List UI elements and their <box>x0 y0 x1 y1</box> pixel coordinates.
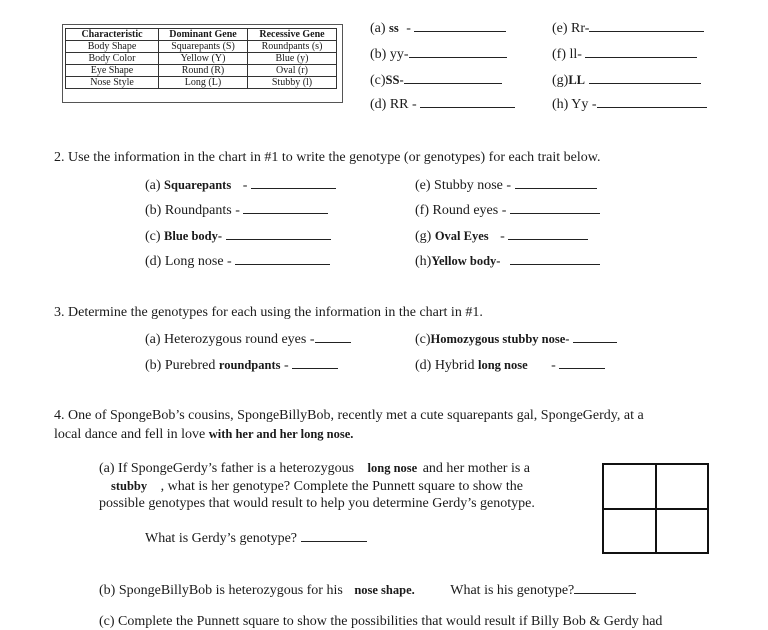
q2-e-label: (e) Stubby nose - <box>415 178 512 193</box>
q4a-question <box>145 530 367 547</box>
q1-b-label: (b) yy- <box>370 47 409 62</box>
q2-c-trait: Blue body- <box>164 229 223 243</box>
q3-item-b <box>145 357 338 374</box>
q2-g-dash: - <box>500 229 505 244</box>
q2-a-dash: - <box>242 178 248 193</box>
answer-blank[interactable] <box>292 357 338 369</box>
answer-blank[interactable] <box>409 46 507 58</box>
table-header: Recessive Gene <box>248 29 337 41</box>
q2-item-g <box>415 228 588 245</box>
q1-a-genotype: ss <box>389 21 399 35</box>
table-header: Characteristic <box>66 29 159 41</box>
q2-item-h <box>415 253 600 270</box>
q2-b-label: (b) Roundpants - <box>145 203 240 218</box>
answer-blank[interactable] <box>589 20 704 32</box>
answer-blank[interactable] <box>251 177 336 189</box>
table-cell: Round (R) <box>159 65 248 77</box>
q1-c-label: (c) <box>370 73 386 88</box>
q4a-bold1: long nose <box>367 461 418 475</box>
table-cell: Long (L) <box>159 77 248 89</box>
q2-item-f <box>415 202 600 219</box>
q3-b-trait: roundpants <box>218 358 281 372</box>
answer-blank[interactable] <box>315 331 351 343</box>
answer-blank[interactable] <box>510 253 600 265</box>
q4c-line: (c) Complete the Punnett square to show the possibilities that would result if Billy Bob & Gerdy had <box>99 614 663 629</box>
q4a-line1 <box>99 460 530 477</box>
answer-blank[interactable] <box>420 96 515 108</box>
q2-item-e <box>415 177 597 194</box>
answer-blank[interactable] <box>589 72 701 84</box>
q3-b-label: (b) Purebred <box>145 358 216 373</box>
q1-item-b <box>370 46 507 63</box>
answer-blank[interactable] <box>404 72 502 84</box>
q2-c-label: (c) <box>145 229 161 244</box>
punnett-square[interactable] <box>602 463 709 554</box>
answer-blank[interactable] <box>414 20 506 32</box>
q1-item-d <box>370 96 515 113</box>
table-header: Dominant Gene <box>159 29 248 41</box>
q3-b-dash: - <box>283 358 289 373</box>
answer-blank[interactable] <box>574 582 636 594</box>
q3-prompt: 3. Determine the genotypes for each using the information in the chart in #1. <box>54 305 483 320</box>
q4b-line <box>99 582 636 599</box>
punnett-divider-horizontal <box>604 508 707 510</box>
q1-item-h <box>552 96 707 113</box>
q1-e-label: (e) Rr- <box>552 21 590 36</box>
table-cell: Eye Shape <box>66 65 159 77</box>
table-cell: Squarepants (S) <box>159 41 248 53</box>
table-row <box>66 41 337 53</box>
q4b-text: (b) SpongeBillyBob is heterozygous for his <box>99 583 343 598</box>
q1-d-label: (d) RR - <box>370 97 417 112</box>
q1-h-label: (h) Yy - <box>552 97 597 112</box>
table-row <box>66 53 337 65</box>
q2-g-label: (g) <box>415 229 432 244</box>
q2-g-trait: Oval Eyes <box>434 229 489 243</box>
q3-d-label: (d) Hybrid <box>415 358 475 373</box>
q3-c-label: (c) <box>415 332 431 347</box>
q4a-line2 <box>99 478 523 495</box>
q2-prompt: 2. Use the information in the chart in #1 to write the genotype (or genotypes) for each trait below. <box>54 150 601 165</box>
answer-blank[interactable] <box>585 46 697 58</box>
q1-c-genotype: SS- <box>385 73 404 87</box>
q4a-text3: , what is her genotype? Complete the Punnett square to show the <box>160 479 524 494</box>
q3-a-label: (a) Heterozygous round eyes - <box>145 332 315 347</box>
q4a-text2: and her mother is a <box>422 461 530 476</box>
answer-blank[interactable] <box>573 331 617 343</box>
q2-item-a <box>145 177 336 194</box>
table-row <box>66 77 337 89</box>
table-cell: Body Shape <box>66 41 159 53</box>
q1-item-f <box>552 46 697 63</box>
answer-blank[interactable] <box>508 228 588 240</box>
q1-a-dash: - <box>406 21 411 36</box>
q3-d-dash: - <box>551 358 556 373</box>
table-cell: Body Color <box>66 53 159 65</box>
q1-g-label: (g) <box>552 73 569 88</box>
q1-item-e <box>552 20 704 37</box>
q3-c-trait: Homozygous stubby nose- <box>430 332 570 346</box>
answer-blank[interactable] <box>235 253 330 265</box>
answer-blank[interactable] <box>510 202 600 214</box>
table-cell: Stubby (l) <box>248 77 337 89</box>
trait-table <box>65 28 337 89</box>
q3-item-c <box>415 331 617 348</box>
q1-g-genotype: LL <box>568 73 586 87</box>
q4a-question-text: What is Gerdy’s genotype? <box>145 531 298 546</box>
q2-f-label: (f) Round eyes - <box>415 203 507 218</box>
q4-line2-text: local dance and fell in love <box>54 427 206 442</box>
q1-a-label: (a) <box>370 21 386 36</box>
table-row <box>66 65 337 77</box>
q4-line2-bold: with her and her long nose. <box>208 427 354 441</box>
q4b-question: What is his genotype? <box>450 583 575 598</box>
q2-d-label: (d) Long nose - <box>145 254 232 269</box>
q1-item-a <box>370 20 506 37</box>
q4a-line3: possible genotypes that would result to help you determine Gerdy’s genotype. <box>99 496 535 511</box>
q4-intro-line2 <box>54 426 353 443</box>
table-cell: Nose Style <box>66 77 159 89</box>
answer-blank[interactable] <box>226 228 331 240</box>
answer-blank[interactable] <box>301 530 367 542</box>
q4a-text1: (a) If SpongeGerdy’s father is a heterozygous <box>99 461 355 476</box>
trait-table-frame <box>62 24 343 103</box>
q2-item-d <box>145 253 330 270</box>
q1-f-label: (f) ll- <box>552 47 582 62</box>
q4-intro-line1: 4. One of SpongeBob’s cousins, SpongeBillyBob, recently met a cute squarepants gal, SpongeGerdy, at a <box>54 408 644 423</box>
answer-blank[interactable] <box>597 96 707 108</box>
q2-item-b <box>145 202 328 219</box>
q2-item-c <box>145 228 331 245</box>
answer-blank[interactable] <box>243 202 328 214</box>
table-cell: Roundpants (s) <box>248 41 337 53</box>
table-cell: Yellow (Y) <box>159 53 248 65</box>
table-cell: Oval (r) <box>248 65 337 77</box>
q3-d-trait: long nose <box>478 358 528 372</box>
q2-a-label: (a) <box>145 178 161 193</box>
q2-h-label: (h) <box>415 254 432 269</box>
trait-table-header-row <box>66 29 337 41</box>
q4a-bold2: stubby <box>111 479 148 493</box>
q4b-bold: nose shape. <box>354 583 415 597</box>
q3-item-d <box>415 357 605 374</box>
q1-item-c <box>370 72 502 89</box>
q2-a-trait: Squarepants <box>164 178 232 192</box>
q2-h-trait: Yellow body- <box>431 254 501 268</box>
q3-item-a <box>145 331 351 348</box>
table-cell: Blue (y) <box>248 53 337 65</box>
answer-blank[interactable] <box>515 177 597 189</box>
answer-blank[interactable] <box>559 357 605 369</box>
q1-item-g <box>552 72 701 89</box>
